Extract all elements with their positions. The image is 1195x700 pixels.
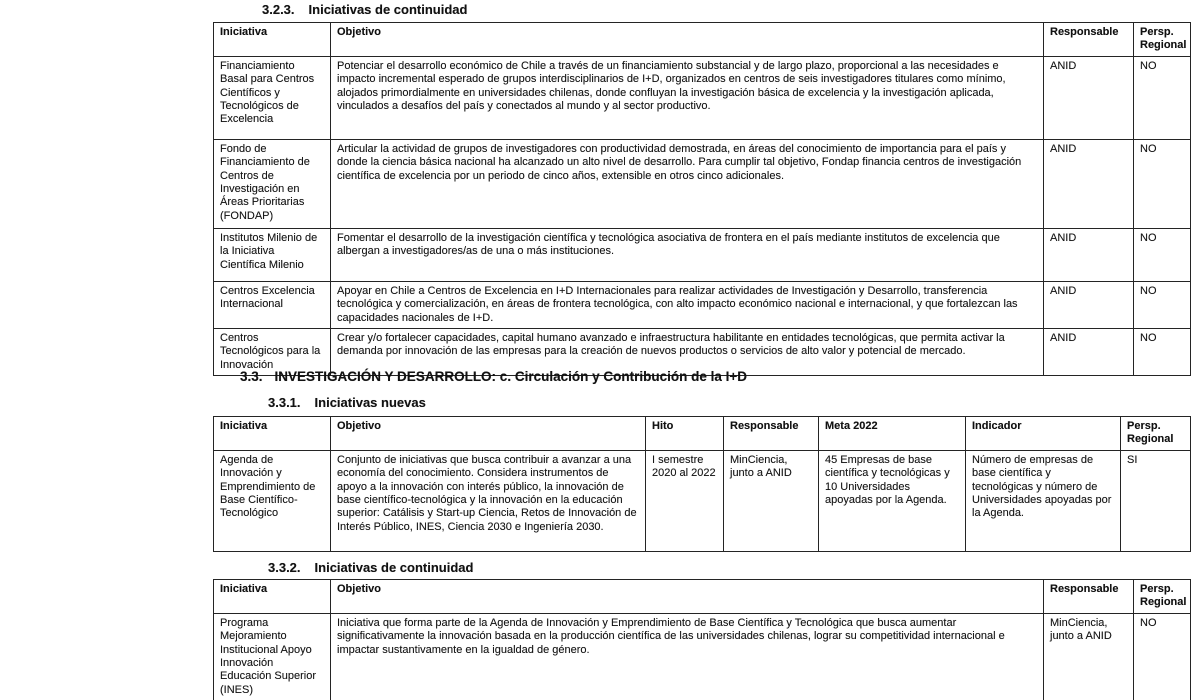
section-title: INVESTIGACIÓN Y DESARROLLO: c. Circulación y Contribución de la I+D [274, 369, 747, 384]
section-title: Iniciativas de continuidad [308, 2, 468, 17]
table-header-row [214, 417, 1191, 451]
col-header-persp-regional: Persp. Regional [1134, 580, 1191, 614]
cell-objetivo: Conjunto de iniciativas que busca contribuir a avanzar a una economía del conocimiento. Considera instrumentos de apoyo a la innovación con interés público, la innovación de base científico-tecnológica y la innovación en la educación superior: Catálisis y Start-up Ciencia, Retos de Innovación de Interés Público, INES, Ciencia 2030 e Ingeniería 2030. [331, 450, 646, 551]
cell-persp-regional: SI [1121, 450, 1191, 551]
table-row [214, 450, 1191, 551]
col-header-objetivo: Objetivo [331, 417, 646, 451]
col-header-responsable: Responsable [1044, 23, 1134, 57]
section-heading-332 [268, 560, 473, 575]
col-header-persp-regional: Persp. Regional [1121, 417, 1191, 451]
section-title: Iniciativas de continuidad [314, 560, 474, 575]
cell-persp-regional: NO [1134, 228, 1191, 281]
cell-objetivo: Articular la actividad de grupos de investigadores con productividad demostrada, en áreas del conocimiento de importancia para el país y donde la ciencia básica nacional ha alcanzado un alto nivel de desarrollo. Para cumplir tal objetivo, Fondap financia centros de investigación científica de excelencia por un periodo de cinco años, extensible en otros cinco adicionales. [331, 139, 1044, 228]
table-row [214, 281, 1191, 328]
cell-responsable: MinCiencia, junto a ANID [1044, 613, 1134, 700]
section-heading-323 [262, 2, 467, 17]
cell-responsable: ANID [1044, 281, 1134, 328]
cell-responsable: ANID [1044, 228, 1134, 281]
cell-persp-regional: NO [1134, 329, 1191, 376]
section-number: 3.3.2. [268, 560, 301, 575]
table-iniciativas-continuidad-323 [213, 22, 1191, 376]
col-header-persp-regional: Persp. Regional [1134, 23, 1191, 57]
section-number: 3.3.1. [268, 395, 301, 410]
col-header-responsable: Responsable [724, 417, 819, 451]
table-iniciativas-continuidad-332 [213, 579, 1191, 700]
table-header-row [214, 23, 1191, 57]
cell-responsable: ANID [1044, 139, 1134, 228]
table-row [214, 613, 1191, 700]
cell-iniciativa: Financiamiento Basal para Centros Científicos y Tecnológicos de Excelencia [214, 56, 331, 139]
cell-iniciativa: Programa Mejoramiento Institucional Apoyo Innovación Educación Superior (INES) [214, 613, 331, 700]
section-heading-33 [240, 369, 747, 384]
cell-persp-regional: NO [1134, 139, 1191, 228]
cell-objetivo: Potenciar el desarrollo económico de Chile a través de un financiamiento substancial y de largo plazo, proporcional a las necesidades e impacto incremental esperado de grupos interdisciplinarios de I+D, organizados en centros de seis investigadores titulares como mínimo, alojados primordialmente en universidades chilenas, donde confluyan la investigación básica de excelencia y la investigación aplicada, vinculados a desafíos del país y conectados al mundo y al sector productivo. [331, 56, 1044, 139]
cell-iniciativa: Centros Tecnológicos para la Innovación [214, 329, 331, 376]
col-header-iniciativa: Iniciativa [214, 417, 331, 451]
cell-objetivo: Iniciativa que forma parte de la Agenda de Innovación y Emprendimiento de Base Científica y Tecnológica que busca aumentar significativamente la innovación basada en la producción científica de las universidades chilenas, lograr su competitividad internacional e impactar sustantivamente en la igualdad de género. [331, 613, 1044, 700]
col-header-meta-2022: Meta 2022 [819, 417, 966, 451]
col-header-iniciativa: Iniciativa [214, 23, 331, 57]
cell-iniciativa: Centros Excelencia Internacional [214, 281, 331, 328]
table-row [214, 228, 1191, 281]
cell-persp-regional: NO [1134, 613, 1191, 700]
section-title: Iniciativas nuevas [314, 395, 426, 410]
table-row [214, 139, 1191, 228]
cell-persp-regional: NO [1134, 56, 1191, 139]
cell-iniciativa: Agenda de Innovación y Emprendimiento de Base Científico-Tecnológico [214, 450, 331, 551]
cell-objetivo: Crear y/o fortalecer capacidades, capital humano avanzado e infraestructura habilitante en entidades tecnológicas, que permita activar la demanda por innovación de las empresas para la creación de nuevos productos o servicios de alto valor y potencial de mercado. [331, 329, 1044, 376]
section-number: 3.2.3. [262, 2, 295, 17]
table-row [214, 56, 1191, 139]
col-header-iniciativa: Iniciativa [214, 580, 331, 614]
cell-persp-regional: NO [1134, 281, 1191, 328]
cell-meta-2022: 45 Empresas de base científica y tecnológicas y 10 Universidades apoyadas por la Agenda. [819, 450, 966, 551]
cell-objetivo: Fomentar el desarrollo de la investigación científica y tecnológica asociativa de frontera en el país mediante institutos de excelencia que albergan a investigadores/as de una o más instituciones. [331, 228, 1044, 281]
cell-hito: I semestre 2020 al 2022 [646, 450, 724, 551]
col-header-hito: Hito [646, 417, 724, 451]
cell-responsable: MinCiencia, junto a ANID [724, 450, 819, 551]
table-header-row [214, 580, 1191, 614]
cell-iniciativa: Institutos Milenio de la Iniciativa Científica Milenio [214, 228, 331, 281]
table-iniciativas-nuevas-331 [213, 416, 1191, 552]
cell-indicador: Número de empresas de base científica y tecnológicas y número de Universidades apoyadas por la Agenda. [966, 450, 1121, 551]
cell-iniciativa: Fondo de Financiamiento de Centros de Investigación en Áreas Prioritarias (FONDAP) [214, 139, 331, 228]
col-header-responsable: Responsable [1044, 580, 1134, 614]
cell-responsable: ANID [1044, 56, 1134, 139]
col-header-indicador: Indicador [966, 417, 1121, 451]
col-header-objetivo: Objetivo [331, 580, 1044, 614]
col-header-objetivo: Objetivo [331, 23, 1044, 57]
cell-responsable: ANID [1044, 329, 1134, 376]
section-number: 3.3. [240, 369, 263, 384]
section-heading-331 [268, 395, 426, 410]
cell-objetivo: Apoyar en Chile a Centros de Excelencia en I+D Internacionales para realizar actividades de Investigación y Desarrollo, transferencia tecnológica y comercialización, en áreas de frontera tecnológica, con alto impacto económico nacional e internacional, y que fortalezcan las capacidades nacionales de I+D. [331, 281, 1044, 328]
